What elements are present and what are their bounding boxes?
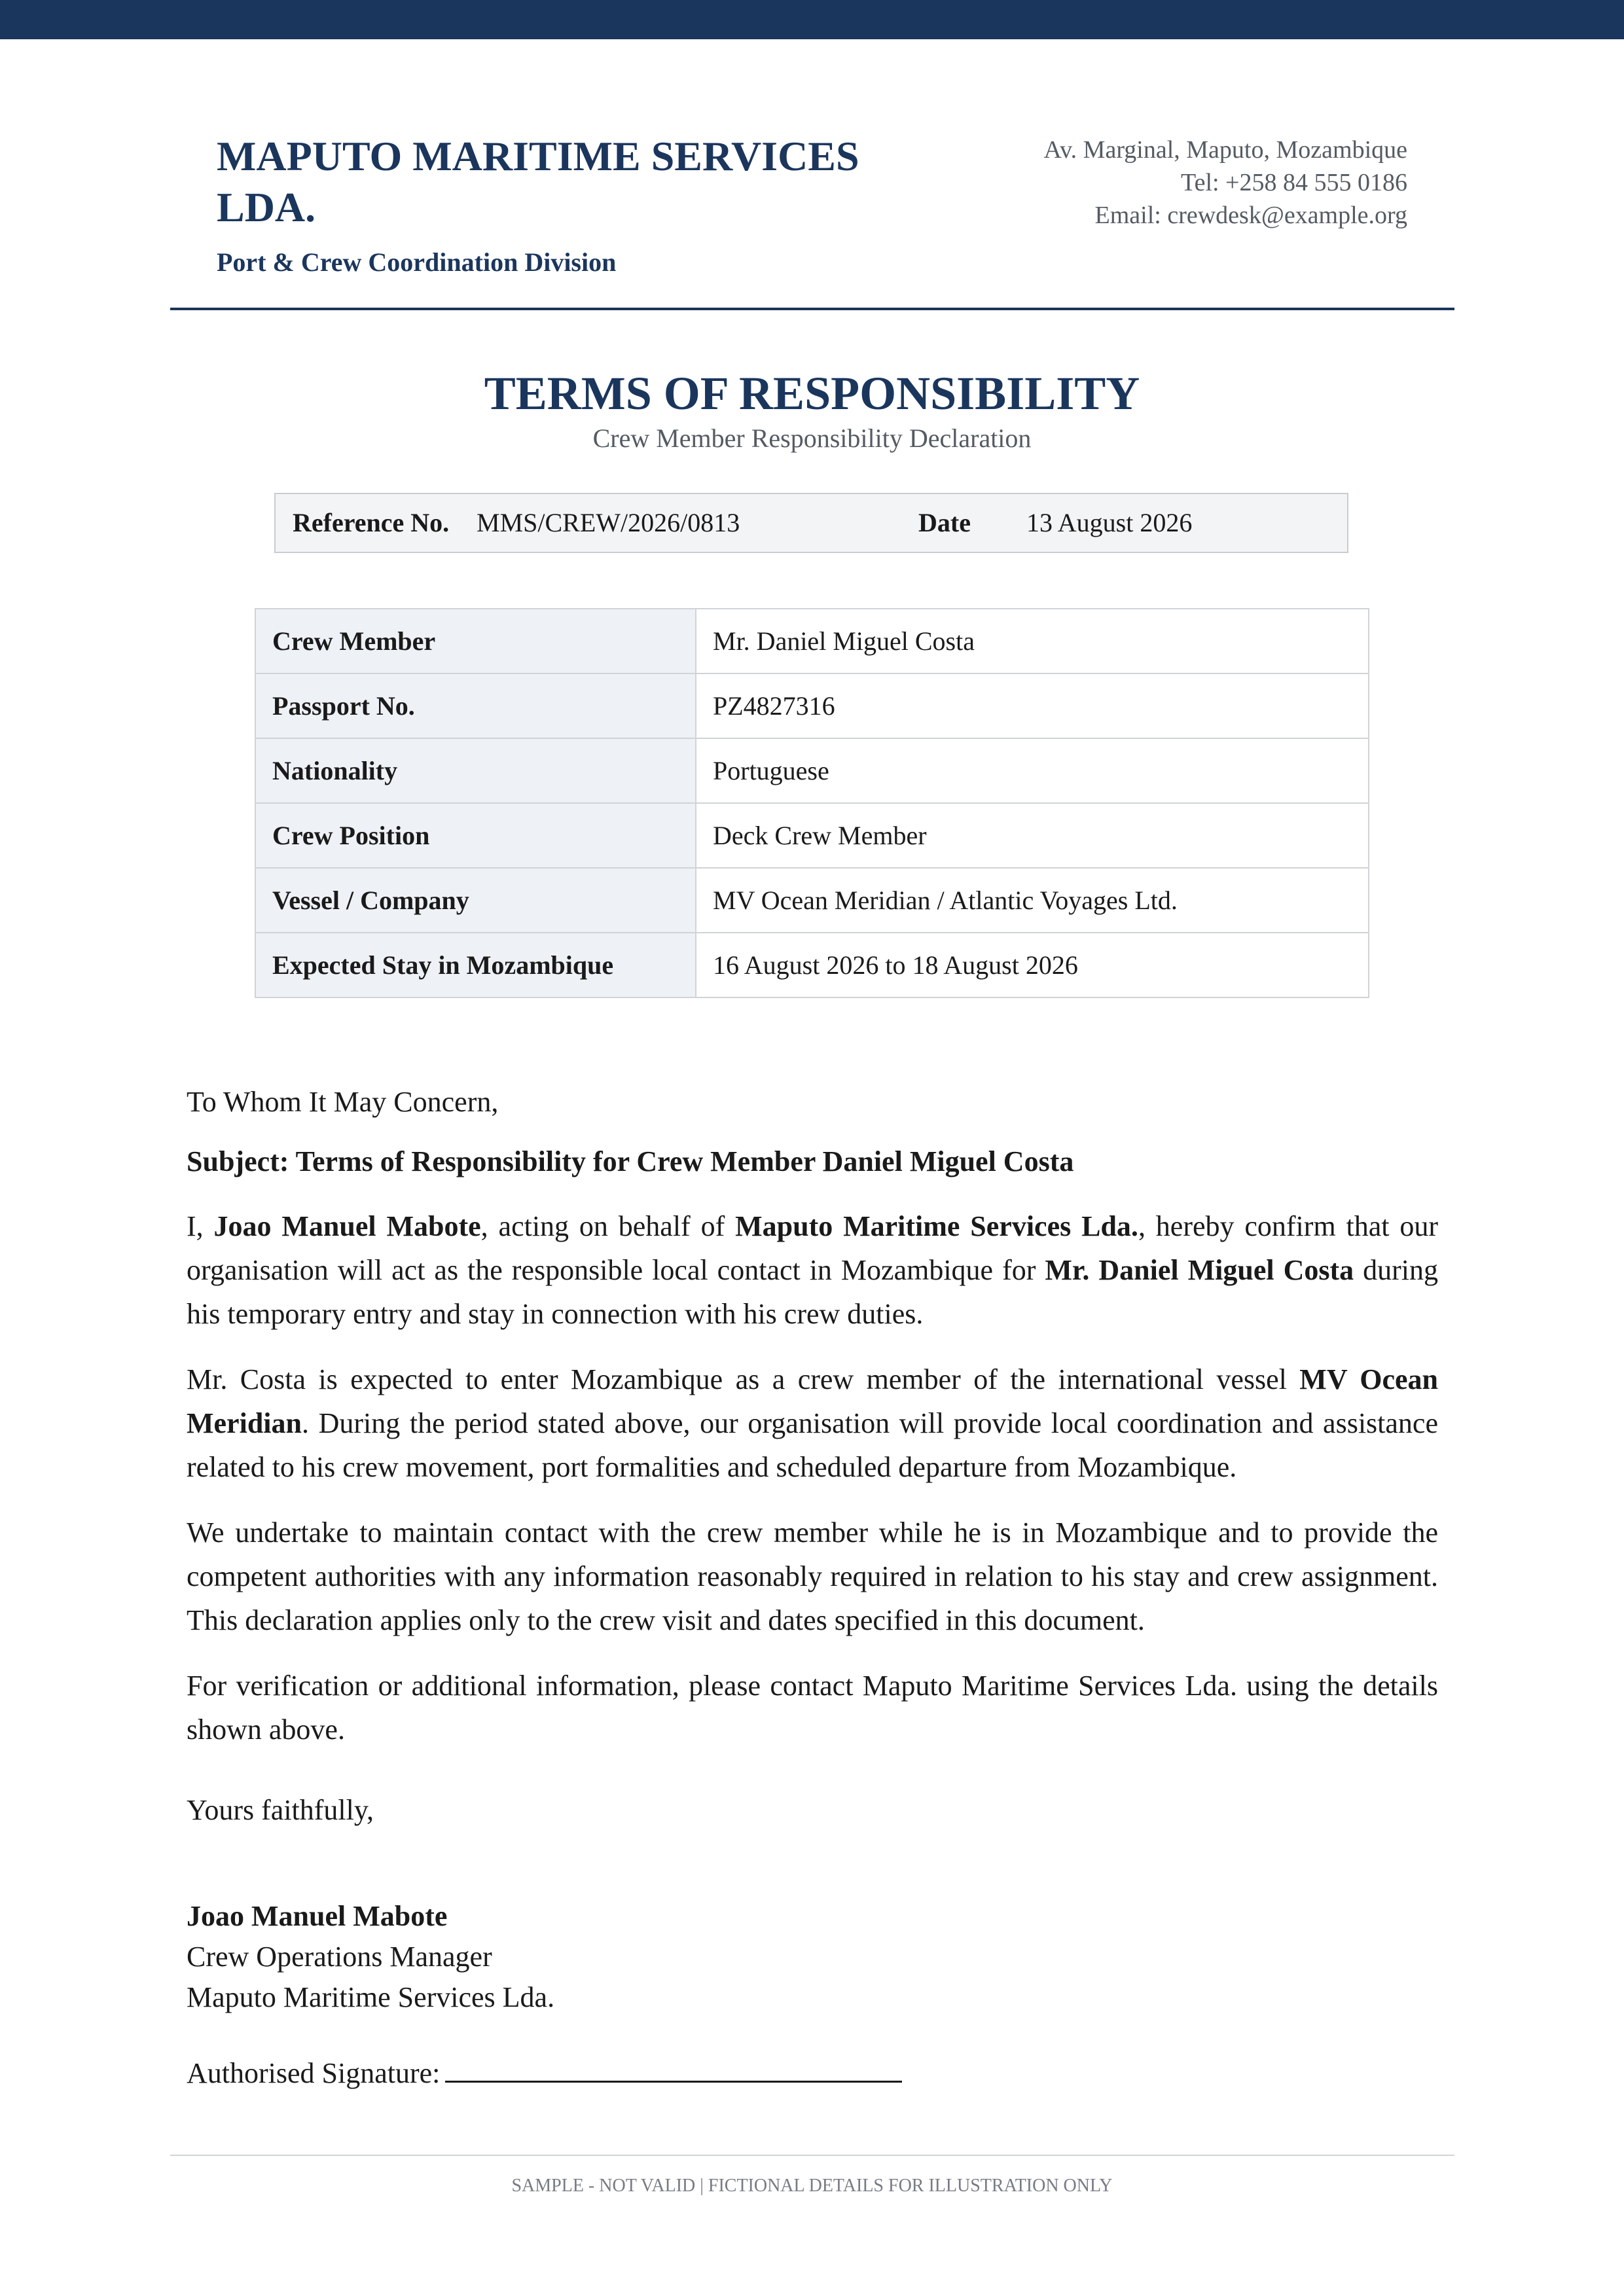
header-divider (170, 308, 1454, 310)
footer-disclaimer: SAMPLE - NOT VALID | FICTIONAL DETAILS FOR ILLUSTRATION ONLY (511, 2176, 1113, 2196)
salutation: To Whom It May Concern, (187, 1086, 499, 1118)
reference-value: MMS/CREW/2026/0813 (477, 508, 740, 537)
signature-block (187, 1896, 1438, 2094)
reference-box (274, 493, 1348, 553)
crew-details-table (255, 608, 1369, 998)
top-accent-bar (0, 0, 1624, 39)
bold-run: Mr. Daniel Miguel Costa (1045, 1254, 1354, 1286)
table-row (255, 803, 1369, 868)
table-row (255, 933, 1369, 997)
company-email: Email: crewdesk@example.org (1094, 202, 1407, 229)
signatory-name: Joao Manuel Mabote (187, 1900, 448, 1932)
text-run: . During the period stated above, our organisation will provide local coordination and assistance related to his crew movement, port formalities and scheduled departure from Mozambique. (187, 1407, 1438, 1483)
row-label: Nationality (255, 738, 696, 803)
footer-divider (170, 2155, 1454, 2156)
table-row (255, 868, 1369, 933)
row-label: Crew Position (255, 803, 696, 868)
row-value: PZ4827316 (696, 673, 1369, 738)
table-row (255, 673, 1369, 738)
signatory-company: Maputo Maritime Services Lda. (187, 1981, 555, 2013)
row-label: Passport No. (255, 673, 696, 738)
letter-body (187, 1080, 1438, 2094)
bold-run: Joao Manuel Mabote (213, 1210, 481, 1242)
paragraph-4: For verification or additional information, please contact Maputo Maritime Services Lda. using the details shown above. (187, 1670, 1438, 1746)
bold-run: Maputo Maritime Services Lda. (735, 1210, 1138, 1242)
company-name: MAPUTO MARITIME SERVICES LDA. (217, 133, 859, 230)
table-row (255, 738, 1369, 803)
table-row (255, 609, 1369, 673)
row-value: Portuguese (696, 738, 1369, 803)
text-run: I, (187, 1210, 214, 1242)
text-run: , acting on behalf of (480, 1210, 736, 1242)
signatory-position: Crew Operations Manager (187, 1941, 492, 1973)
row-value: Mr. Daniel Miguel Costa (696, 609, 1369, 673)
signature-label: Authorised Signature: (187, 2057, 441, 2089)
signature-blank (445, 2048, 902, 2083)
closing: Yours faithfully, (187, 1794, 374, 1826)
row-value: MV Ocean Meridian / Atlantic Voyages Ltd. (696, 868, 1369, 933)
bold-run: MV Ocean Meridian (187, 1363, 1438, 1439)
text-run: Mr. Costa is expected to enter Mozambique as a crew member of the international vessel (187, 1363, 1300, 1395)
text-run: during his temporary entry and stay in connection with his crew duties. (187, 1254, 1438, 1330)
row-value: 16 August 2026 to 18 August 2026 (696, 933, 1369, 997)
company-phone: Tel: +258 84 555 0186 (1181, 169, 1407, 196)
document-subtitle: Crew Member Responsibility Declaration (592, 423, 1032, 453)
paragraph-3: We undertake to maintain contact with the crew member while he is in Mozambique and to provide the competent authorities with any information reasonably required in relation to his stay and crew assignment. This declaration applies only to the crew visit and dates specified in this document. (187, 1516, 1438, 1636)
company-contact-block (818, 134, 1407, 232)
row-label: Vessel / Company (255, 868, 696, 933)
row-label: Expected Stay in Mozambique (255, 933, 696, 997)
subject-line: Subject: Terms of Responsibility for Crew Member Daniel Miguel Costa (187, 1145, 1074, 1177)
date-label: Date (918, 508, 971, 537)
reference-label: Reference No. (293, 508, 450, 537)
row-value: Deck Crew Member (696, 803, 1369, 868)
paragraph-1 (187, 1204, 1438, 1336)
document-title: TERMS OF RESPONSIBILITY (484, 367, 1140, 420)
division-name: Port & Crew Coordination Division (217, 247, 617, 277)
date-value: 13 August 2026 (1026, 508, 1193, 537)
signature-line (187, 2048, 1438, 2094)
company-address: Av. Marginal, Maputo, Mozambique (1043, 136, 1407, 164)
paragraph-2 (187, 1357, 1438, 1489)
row-label: Crew Member (255, 609, 696, 673)
text-run: , hereby confirm that our organisation will act as the responsible local contact in Mozambique for (187, 1210, 1439, 1286)
